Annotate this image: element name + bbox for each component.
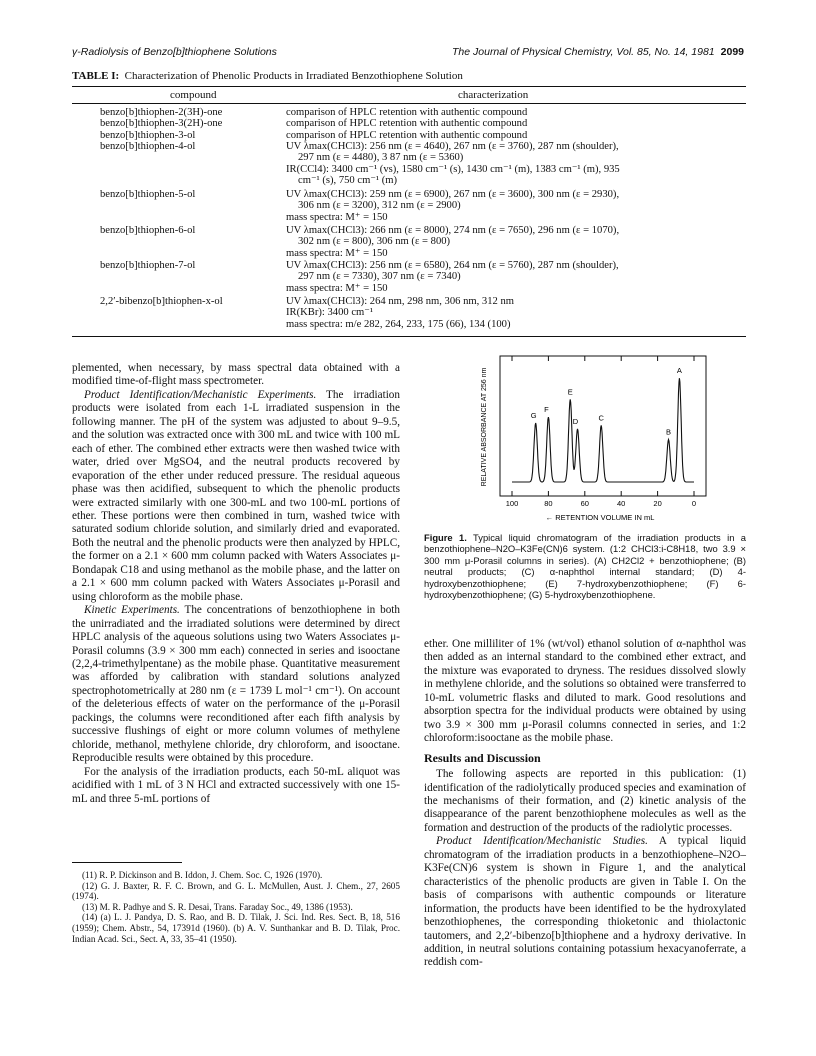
characterization-line: IR(CCl4): 3400 cm⁻¹ (vs), 1580 cm⁻¹ (s), 1430 cm⁻¹ (m), 1383 cm⁻¹ (m), 935 — [286, 163, 620, 175]
peak-label: B — [666, 427, 672, 437]
x-axis-label: ← RETENTION VOLUME IN mL — [545, 513, 655, 522]
x-tick-label: 0 — [691, 499, 697, 508]
figure-caption-text: Typical liquid chromatogram of the irradiation products in a benzothiophene–N2O–K3Fe(CN)6 system. (1:2 CHCl3:i-C8H18, two 3.9 × 300 mm μ-Porasil columns in series). (A) CH2Cl2 + benzothiophene; (B) neutral products; (C) α-naphthol internal standard; (D) 4-hydroxybenzothiophene; (E) 7-hydroxybenzothiophene; (F) 6-hydroxybenzothiophene; (G) 5-hydroxybenzothiophene. — [424, 532, 746, 601]
characterization-line: UV λmax(CHCl3): 266 nm (ε = 8000), 274 nm (ε = 7650), 296 nm (ε = 1070), — [286, 225, 620, 236]
figure-caption — [424, 532, 746, 600]
peak-label: F — [544, 405, 549, 415]
chromatogram-svg — [472, 352, 712, 522]
characterization-cell — [286, 141, 746, 187]
x-tick-label: 40 — [617, 499, 626, 508]
x-tick-label: 80 — [544, 499, 553, 508]
section-heading: Results and Discussion — [424, 750, 541, 765]
compound-cell: benzo[b]thiophen-4-ol — [100, 141, 196, 152]
table-header-rule — [72, 103, 746, 104]
table-header-compound: compound — [170, 89, 217, 101]
compound-cell: benzo[b]thiophen-6-ol — [100, 225, 196, 236]
page-number: 2099 — [720, 46, 744, 58]
characterization-line: mass spectra: M⁺ = 150 — [286, 247, 388, 259]
reference-item: (12) G. J. Baxter, R. F. C. Brown, and G. L. McMullen, Aust. J. Chem., 27, 2605 (1974). — [72, 880, 400, 902]
peak-label: C — [598, 413, 604, 423]
compound-cell: 2,2′-bibenzo[b]thiophen-x-ol — [100, 296, 223, 307]
figure-label: Figure 1. — [424, 532, 467, 543]
references-rule — [72, 862, 182, 863]
characterization-cell — [286, 118, 746, 129]
characterization-line: comparison of HPLC retention with authentic compound — [286, 107, 528, 118]
run-in-heading: Product Identification/Mechanistic Studies. — [436, 835, 648, 848]
characterization-cell — [286, 296, 746, 330]
characterization-line: comparison of HPLC retention with authentic compound — [286, 130, 528, 141]
characterization-line: mass spectra: M⁺ = 150 — [286, 282, 388, 294]
reference-item: (14) (a) L. J. Pandya, D. S. Rao, and B. D. Tilak, J. Sci. Ind. Res. Sect. B, 18, 516 (1959); Chem. Abstr., 54, 17391d (1960). (b) A. V. Sunthankar and B. D. Tilak, Proc. Indian Acad. Sci., Sect. A, 33, 35–41 (1950). — [72, 912, 400, 944]
characterization-cell — [286, 130, 746, 141]
chromatogram-figure — [472, 352, 712, 522]
characterization-line: comparison of HPLC retention with authentic compound — [286, 118, 528, 129]
table-title — [72, 70, 463, 82]
table-label: TABLE I: — [72, 70, 120, 82]
x-tick-label: 60 — [580, 499, 589, 508]
running-header-left: γ-Radiolysis of Benzo[b]thiophene Solutions — [72, 46, 277, 58]
right-column — [424, 638, 746, 970]
characterization-cell — [286, 260, 746, 294]
right-paragraph-2: The following aspects are reported in this publication: (1) identification of the radiolytically produced species and examination of the mechanisms of their formation, and (2) kinetic analysis of the disappearance of the parent benzothiophene molecules as well as the formation and destruction of the products of the radiolytic processes. — [424, 768, 746, 834]
reference-item: (13) M. R. Padhye and S. R. Desai, Trans. Faraday Soc., 49, 1386 (1953). — [82, 901, 353, 912]
y-axis-label: RELATIVE ABSORBANCE AT 256 nm — [481, 367, 488, 487]
peak-label: E — [567, 387, 573, 397]
peak-label: G — [530, 411, 537, 420]
journal-citation: The Journal of Physical Chemistry, Vol. 85, No. 14, 1981 — [452, 46, 715, 58]
characterization-line: 297 nm (ε = 4480), 3 87 nm (ε = 5360) — [298, 152, 464, 164]
compound-cell: benzo[b]thiophen-3(2H)-one — [100, 118, 223, 129]
characterization-line: UV λmax(CHCl3): 259 nm (ε = 6900), 267 nm (ε = 3600), 300 nm (ε = 2930), — [286, 189, 620, 200]
running-header-right — [430, 46, 744, 58]
left-paragraph-2-text: The irradiation products were isolated from each 1-L irradiated suspension in the following manner. The pH of the system was adjusted to about 9–9.5, and the solution was extracted once with 300 mL and twice with 100 mL each of ether. The combined ether extracts were then washed twice with water, dried over MgSO4, and the neutral products recovered by evaporation of the ether under reduced pressure. The residual aqueous phase was then acidified, subsequent to which the phenolic products were extracted similarly with one 300-mL and two 100-mL portions of ether. These portions were then combined in turn, washed twice with saturated sodium chloride solution, and similarly dried and evaporated. Both the neutral and the phenolic products were then analyzed by HPLC, the former on a 2.1 × 600 mm column packed with Waters Associates μ-Bondapak C18 and using methanol as the mobile phase, and the latter on a 2.1 × 600 mm column packed with Waters Associates μ-Porasil and using chloroform as the mobile phase. — [72, 388, 400, 603]
left-paragraph-3-text: The concentrations of benzothiophene in both the unirradiated and the irradiated solutions were determined by direct HPLC analysis of the aqueous solutions using two Waters Associates μ-Porasil columns (3.9 × 300 mm each) connected in series and isooctane (2,2,4-trimethylpentane) as the mobile phase. Quantitative measurement was afforded by calibration with standard solutions analyzed spectrophotometrically at 280 nm (ε = 1739 L mol⁻¹ cm⁻¹). On account of the deleterious effects of water on the performance of the μ-Porasil packings, the columns were reconditioned after each fifth analysis by successive flushings of eight or more column volumes of methylene chloride, methanol, methylene chloride, dry chloroform, and isooctane. Reproducible results were obtained by this procedure. — [72, 604, 400, 765]
compound-cell: benzo[b]thiophen-3-ol — [100, 130, 196, 141]
references — [72, 870, 400, 944]
run-in-heading: Kinetic Experiments. — [84, 604, 180, 617]
x-tick-label: 100 — [505, 499, 519, 508]
characterization-cell — [286, 225, 746, 259]
characterization-line: 302 nm (ε = 800), 306 nm (ε = 800) — [298, 236, 451, 248]
characterization-line: UV λmax(CHCl3): 264 nm, 298 nm, 306 nm, 312 nm — [286, 296, 514, 307]
compound-cell: benzo[b]thiophen-2(3H)-one — [100, 107, 223, 118]
right-paragraph-1: ether. One milliliter of 1% (wt/vol) ethanol solution of α-naphthol was then added as an internal standard to the combined ether extract, and the mixture was evaporated to dryness. The residues dissolved slowly in methylene chloride, and the solutions so obtained were transferred to 10-mL volumetric flasks and diluted to mark. Good resolutions and absorption spectra for the individual products were obtained by using two 3.9 × 300 mm μ-Porasil columns connected in series, and 1:2 chloroform:isooctane as the mobile phase. — [424, 638, 746, 745]
left-column — [72, 362, 400, 806]
characterization-line: 306 nm (ε = 3200), 312 nm (ε = 2900) — [298, 200, 461, 212]
peak-label: A — [676, 366, 682, 376]
table-top-rule — [72, 86, 746, 87]
characterization-cell — [286, 189, 746, 223]
left-paragraph-4: For the analysis of the irradiation products, each 50-mL aliquot was acidified with 1 mL of 3 N HCl and extracted successively with one 15-mL and three 5-mL portions of — [72, 765, 400, 805]
left-paragraph-2 — [72, 389, 400, 604]
x-tick-label: 20 — [653, 499, 662, 508]
compound-cell: benzo[b]thiophen-7-ol — [100, 260, 196, 271]
characterization-line: 297 nm (ε = 7330), 307 nm (ε = 7340) — [298, 271, 461, 283]
reference-item: (11) R. P. Dickinson and B. Iddon, J. Chem. Soc. C, 1926 (1970). — [82, 870, 323, 880]
compound-cell: benzo[b]thiophen-5-ol — [100, 189, 196, 200]
left-paragraph-1: plemented, when necessary, by mass spectral data obtained with a modified time-of-flight mass spectrometer. — [72, 362, 400, 388]
characterization-cell — [286, 107, 746, 118]
run-in-heading: Product Identification/Mechanistic Experiments. — [84, 388, 317, 401]
left-paragraph-3 — [72, 604, 400, 765]
table-header-characterization: characterization — [458, 89, 529, 101]
characterization-line: UV λmax(CHCl3): 256 nm (ε = 6580), 264 nm (ε = 5760), 287 nm (shoulder), — [286, 260, 619, 271]
table-caption: Characterization of Phenolic Products in Irradiated Benzothiophene Solution — [124, 70, 463, 82]
table-bottom-rule — [72, 336, 746, 337]
characterization-line: mass spectra: m/e 282, 264, 233, 175 (66), 134 (100) — [286, 318, 511, 330]
peak-label: D — [572, 416, 579, 426]
characterization-line: mass spectra: M⁺ = 150 — [286, 211, 388, 223]
right-paragraph-3-text: A typical liquid chromatogram of the irradiation products in a benzothiophene–N2O–K3Fe(CN)6 system is shown in Figure 1, and the analytical characteristics of the phenolic products are given in Table I. On the basis of comparisons with authentic compounds or literature information, the products have been identified to be the hydroxylated benzothiophenes, the corresponding thioketonic and thiolactonic tautomers, and 2,2′-bibenzo[b]thiophene and a hydroxy derivative. In addition, in neutral solutions containing potassium hexacyanoferrate, a reddish com- — [424, 835, 746, 969]
right-paragraph-3 — [424, 835, 746, 970]
characterization-line: IR(KBr): 3400 cm⁻¹ — [286, 307, 374, 319]
characterization-line: UV λmax(CHCl3): 256 nm (ε = 4640), 267 nm (ε = 3760), 287 nm (shoulder), — [286, 141, 619, 152]
characterization-line: cm⁻¹ (s), 750 cm⁻¹ (m) — [298, 175, 398, 187]
